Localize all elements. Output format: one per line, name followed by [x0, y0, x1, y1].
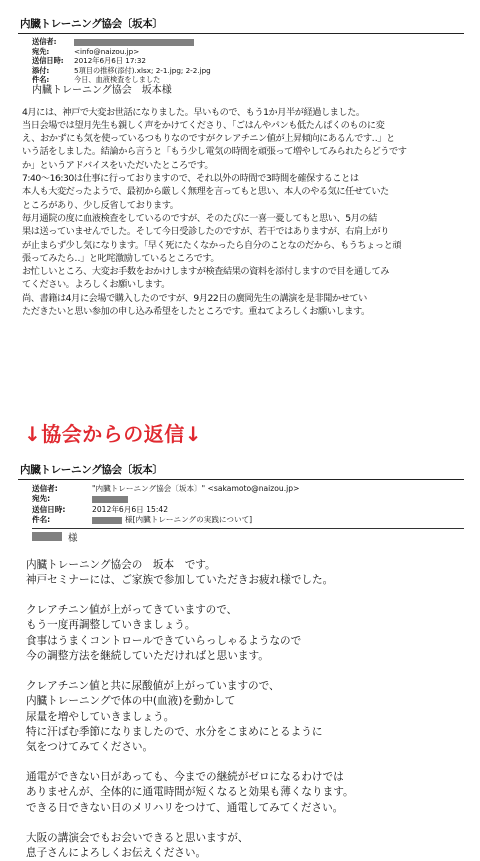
header-row-to — [32, 47, 464, 57]
redacted-recipient — [92, 496, 128, 503]
body-line: もう一度再調整していきましょう。 — [26, 619, 196, 632]
body-line: 食事はうまくコントロールできていらっしゃるようなので — [26, 634, 302, 647]
body-line: 内臓トレーニング協会の 坂本 です。 — [26, 558, 216, 571]
body-line: 7:40～16:30は仕事に行っておりますので、それ以外の時間で3時間を確保することは — [22, 173, 359, 185]
redacted-sender — [74, 39, 194, 46]
body-line: てください。よろしくお願いします。 — [22, 279, 170, 291]
body-line: 大阪の講演会でもお会いできると思いますが、 — [26, 832, 249, 844]
header-value: 2012年6月6日 15:42 — [92, 504, 169, 514]
body-line: 毎月通院の度に血液検査をしているのですが、そのたびに一喜一憂してもと思い、5月の結 — [22, 212, 377, 224]
body-line: 特に汗ばむ季節になりましたので、水分をこまめにとるように — [26, 725, 323, 738]
header-label: 送信日時: — [32, 56, 64, 66]
body-line: 当日会場では望月先生も親しく声をかけてくださり、「ごはんやパンも低たんぱくのものに変 — [22, 119, 385, 131]
header-row-to — [32, 494, 464, 504]
body-line: 本人も大変だったようで、最初から厳しく無理を言ってもと思い、本人のやる気に任せていた — [22, 186, 389, 198]
body-line: ところがあり、少し反省しております。 — [22, 199, 179, 211]
blank-line — [26, 816, 464, 831]
redacted-name — [32, 532, 62, 541]
body-line: いう話をしました。結論から言うと「もう少し電気の時間を頑張って増やしてみられたらどうです — [22, 146, 407, 158]
reply-divider: ↓協会からの返信↓ — [24, 422, 203, 446]
body-line: 気をつけてみてください。 — [26, 740, 154, 753]
body-line: 内臓トレーニングで体の中(血液)を動かして — [26, 695, 236, 708]
email-header — [32, 484, 464, 529]
body-line: 息子さんによろしくお伝えください。 — [26, 847, 207, 860]
body-line: が止まらず少し気になります。「早く死にたくなかったら自分のことなのだから、もうちょっと頑 — [22, 239, 402, 251]
header-rule — [32, 528, 464, 529]
header-label: 添付: — [32, 65, 50, 75]
body-line: 4月には、神戸で大変お世話になりました。早いもので、もう1か月半が経過しました。 — [22, 106, 365, 118]
header-row-date — [32, 505, 464, 515]
section-title: 内臓トレーニング協会〔坂本〕 — [18, 16, 464, 34]
header-row-subject — [32, 75, 464, 85]
header-label: 宛先: — [32, 46, 50, 56]
header-value: 2012年6月6日 17:32 — [74, 56, 146, 66]
header-row-attachments — [32, 66, 464, 76]
section-title: 内臓トレーニング協会〔坂本〕 — [18, 462, 464, 480]
body-line: 今の調整方法を継続していただければと思います。 — [26, 649, 269, 662]
body-line: お忙しいところ、大変お手数をおかけしますが検査結果の資料を添付しますので目を通してみ — [22, 266, 389, 278]
greeting-text: 様 — [68, 532, 78, 544]
body-line: 果は送っていませんでした。そして今日受診したのですが、若干ではありますが、右肩上がり — [22, 226, 389, 238]
greeting — [32, 530, 464, 544]
body-line: 尿量を増やしていきましょう。 — [26, 710, 175, 723]
body-line: ありませんが、全体的に通電時間が短くなると効果も薄くなります。 — [26, 786, 354, 799]
body-line: 通電ができない日があっても、今までの継続がゼロになるわけでは — [26, 771, 344, 784]
header-row-date — [32, 56, 464, 66]
blank-line — [26, 755, 464, 770]
body-line: できる日できない日のメリハリをつけて、通電してみてください。 — [26, 801, 344, 814]
header-row-from — [32, 484, 464, 494]
header-label: 件名: — [32, 515, 51, 525]
header-row-from — [32, 37, 464, 47]
email-header — [32, 37, 464, 96]
header-value — [92, 515, 252, 525]
header-label: 送信者: — [32, 37, 57, 46]
header-label: 宛先: — [32, 494, 51, 504]
header-value: 今日、血液検査をしました — [74, 75, 161, 85]
email-body — [22, 106, 464, 319]
email-body — [26, 558, 464, 861]
body-line: か」というアドバイスをいただいたところです。 — [22, 159, 214, 171]
email-original — [18, 16, 464, 318]
header-label: 件名: — [32, 75, 50, 85]
header-value — [92, 494, 128, 504]
body-line: 神戸セミナーには、ご家族で参加していただきお疲れ様でした。 — [26, 573, 334, 586]
body-line: え、おかずにも気を使っているつもりなのですがクレアチニン値が上昇傾向にあるんです‥」と — [22, 133, 395, 145]
header-value — [74, 37, 464, 47]
body-line: 張ってみたら‥」と叱咤激励しているところです。 — [22, 252, 220, 264]
subject-text: 様[内臓トレーニングの実践について] — [125, 515, 253, 525]
header-value: "内臓トレーニング協会〔坂本〕" <sakamoto@naizou.jp> — [92, 484, 300, 493]
redacted-name — [92, 517, 122, 524]
header-value: <info@naizou.jp> — [74, 46, 140, 56]
header-label: 送信者: — [32, 484, 58, 493]
body-line: クレアチニン値が上がってきていますので、 — [26, 604, 238, 617]
body-line: ただきたいと思い参加の申し込み希望をしたところです。重ねてよろしくお願いします。 — [22, 306, 370, 318]
body-line: クレアチニン値と共に尿酸値が上がっていますので、 — [26, 680, 280, 693]
header-value: 5項目の推移(添付).xlsx; 2-1.jpg; 2-2.jpg — [74, 65, 211, 75]
header-label: 送信日時: — [32, 504, 66, 514]
body-line: 尚、書籍は4月に会場で購入したのですが、9月22日の廣岡先生の講演を是非聞かせてい — [22, 292, 367, 304]
header-row-subject — [32, 515, 464, 525]
addressee: 内臓トレーニング協会 坂本様 — [32, 84, 172, 96]
blank-line — [26, 588, 464, 603]
blank-line — [26, 664, 464, 679]
email-reply — [18, 462, 464, 861]
